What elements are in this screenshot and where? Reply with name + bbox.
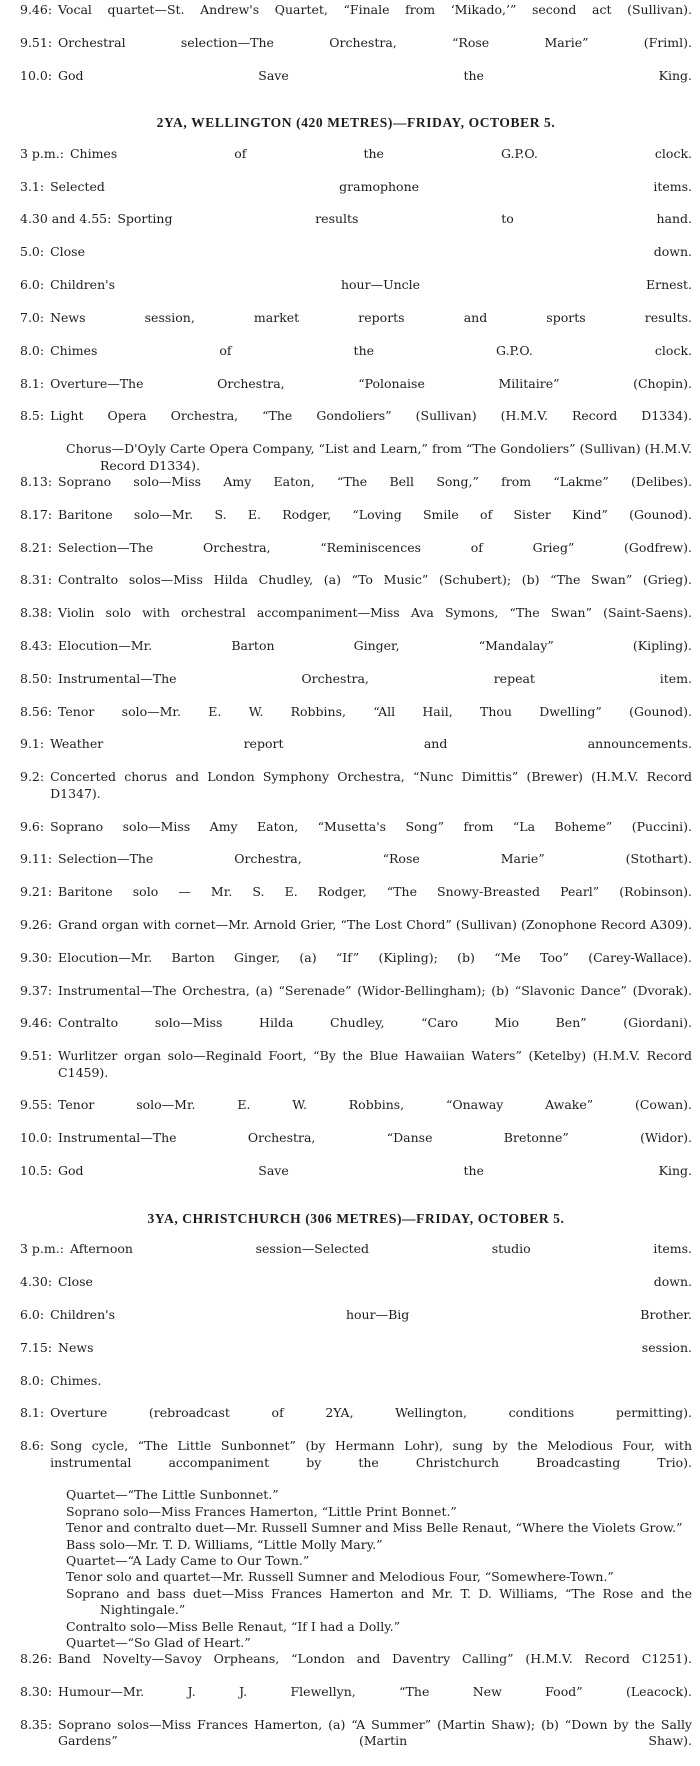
entry-time: 8.56: [20, 703, 53, 719]
program-entry [20, 1405, 692, 1438]
program-entry [20, 146, 692, 179]
program-entry [20, 376, 692, 409]
entry-description: Sporting results to hand. [117, 211, 692, 227]
entry-description: Overture—The Orchestra, “Polonaise Militaire” (Chopin). [50, 375, 692, 391]
entry-time: 8.1: [20, 1405, 45, 1421]
entry-description: Elocution—Mr. Barton Ginger, (a) “If” (Kipling); (b) “Me Too” (Carey-Wallace). [58, 949, 692, 965]
entry-description: Selected gramophone items. [50, 178, 692, 194]
entry-description: God Save the King. [58, 67, 692, 83]
sub-item: Soprano solo—Miss Frances Hamerton, “Little Print Bonnet.” [66, 1503, 457, 1519]
entry-description: Selection—The Orchestra, “Reminiscences of Grieg” (Godfrew). [58, 539, 692, 555]
program-entry [20, 310, 692, 343]
sub-item: Soprano and bass duet—Miss Frances Hamerton and Mr. T. D. Williams, “The Rose and the Nightingale.” [66, 1585, 692, 1618]
top-section [20, 2, 692, 100]
sub-item: Bass solo—Mr. T. D. Williams, “Little Molly Mary.” [66, 1536, 383, 1552]
entry-description: Children's hour—Big Brother. [50, 1306, 692, 1322]
wellington-section [20, 146, 692, 1196]
entry-description: Selection—The Orchestra, “Rose Marie” (Stothart). [58, 851, 692, 867]
entry-time: 3 p.m.: [20, 1241, 64, 1257]
entry-description: Wurlitzer organ solo—Reginald Foort, “By the Blue Hawaiian Waters” (Ketelby) (H.M.V. Record C1459). [58, 1048, 692, 1080]
entry-time: 4.30 and 4.55: [20, 211, 112, 227]
entry-time: 8.17: [20, 506, 53, 522]
program-entry [20, 884, 692, 917]
entry-time: 8.0: [20, 342, 45, 358]
entry-time: 8.50: [20, 670, 53, 686]
entry-description: Instrumental—The Orchestra, (a) “Serenade” (Widor-Bellingham); (b) “Slavonic Dance” (Dvorak). [58, 982, 692, 998]
program-entry [20, 2, 692, 35]
entry-description: Baritone solo—Mr. S. E. Rodger, “Loving Smile of Sister Kind” (Gounod). [58, 506, 692, 522]
program-entry [20, 605, 692, 638]
entry-time: 10.0: [20, 1130, 53, 1146]
program-entry [20, 1163, 692, 1196]
program-entry [20, 68, 692, 101]
program-entry [20, 343, 692, 376]
program-entry [20, 638, 692, 671]
entry-description: Soprano solo—Miss Amy Eaton, “The Bell Song,” from “Lakme” (Delibes). [58, 473, 692, 489]
entry-time: 8.1: [20, 375, 45, 391]
entry-description: Instrumental—The Orchestra, repeat item. [58, 670, 692, 686]
entry-time: 6.0: [20, 1306, 45, 1322]
sub-item: Quartet—“The Little Sunbonnet.” [66, 1487, 279, 1503]
entry-description: Vocal quartet—St. Andrew's Quartet, “Finale from ‘Mikado,’” second act (Sullivan). [58, 2, 692, 17]
entry-description: Humour—Mr. J. J. Flewellyn, “The New Food” (Leacock). [58, 1684, 692, 1700]
entry-time: 9.55: [20, 1097, 53, 1113]
sub-item: Tenor and contralto duet—Mr. Russell Sumner and Miss Belle Renaut, “Where the Violets Grow.” [66, 1520, 683, 1536]
entry-description: Grand organ with cornet—Mr. Arnold Grier, “The Lost Chord” (Sullivan) (Zonophone Record A309). [58, 916, 692, 932]
entry-time: 4.30: [20, 1274, 53, 1290]
entry-time: 8.21: [20, 539, 53, 555]
entry-time: 8.26: [20, 1651, 53, 1667]
program-entry [20, 1684, 692, 1717]
program-entry [20, 1438, 692, 1487]
entry-time: 9.30: [20, 949, 53, 965]
program-entry [20, 1130, 692, 1163]
entry-time: 6.0: [20, 277, 45, 293]
entry-description: Close down. [58, 1274, 692, 1290]
entry-time: 9.21: [20, 884, 53, 900]
entry-description: Tenor solo—Mr. E. W. Robbins, “All Hail, Thou Dwelling” (Gounod). [58, 703, 692, 719]
entry-description: Overture (rebroadcast of 2YA, Wellington, conditions permitting). [50, 1405, 692, 1421]
sub-item: Tenor solo and quartet—Mr. Russell Sumner and Melodious Four, “Somewhere-Town.” [66, 1569, 614, 1585]
entry-time: 9.6: [20, 818, 45, 834]
entry-time: 8.5: [20, 408, 45, 424]
entry-description: Chimes of the G.P.O. clock. [69, 145, 692, 161]
entry-time: 8.13: [20, 473, 53, 489]
program-entry [20, 736, 692, 769]
entry-description: God Save the King. [58, 1163, 692, 1179]
entry-description: News session. [58, 1339, 692, 1355]
program-entry [20, 1274, 692, 1307]
program-entry [20, 179, 692, 212]
program-entry [20, 1717, 692, 1766]
entry-time: 10.5: [20, 1163, 53, 1179]
entry-description: Band Novelty—Savoy Orpheans, “London and Daventry Calling” (H.M.V. Record C1251). [58, 1651, 692, 1667]
entry-description: Light Opera Orchestra, “The Gondoliers” (Sullivan) (H.M.V. Record D1334). [50, 408, 692, 424]
program-entry [20, 277, 692, 310]
entry-description: Weather report and announcements. [50, 736, 692, 752]
entry-time: 9.2: [20, 769, 45, 785]
program-entry [20, 851, 692, 884]
entry-time: 7.0: [20, 309, 45, 325]
entry-time: 9.26: [20, 916, 53, 932]
entry-time: 5.0: [20, 244, 45, 260]
entry-time: 3 p.m.: [20, 145, 64, 161]
sub-item: Contralto solo—Miss Belle Renaut, “If I had a Dolly.” [66, 1618, 401, 1634]
entry-description: Tenor solo—Mr. E. W. Robbins, “Onaway Awake” (Cowan). [58, 1097, 692, 1113]
sub-item: Quartet—“So Glad of Heart.” [66, 1635, 251, 1650]
christchurch-section [20, 1241, 692, 1766]
wellington-heading: 2YA, WELLINGTON (420 METRES)—FRIDAY, OCTOBER 5. [156, 115, 556, 131]
entry-time: 3.1: [20, 178, 45, 194]
program-entry [20, 1373, 692, 1406]
entry-time: 10.0: [20, 67, 53, 83]
entry-time: 8.35: [20, 1717, 53, 1733]
entry-description: Chimes of the G.P.O. clock. [50, 342, 692, 358]
entry-time: 8.43: [20, 638, 53, 654]
entry-time: 8.30: [20, 1684, 53, 1700]
entry-time: 8.0: [20, 1372, 45, 1388]
entry-description: Baritone solo — Mr. S. E. Rodger, “The Snowy-Breasted Pearl” (Robinson). [58, 884, 692, 900]
entry-time: 7.15: [20, 1339, 53, 1355]
entry-time: 9.37: [20, 982, 53, 998]
entry-time: 9.51: [20, 1048, 53, 1064]
entry-time: 9.1: [20, 736, 45, 752]
entry-description: Contralto solo—Miss Hilda Chudley, “Caro Mio Ben” (Giordani). [58, 1015, 692, 1031]
program-entry [20, 769, 692, 818]
program-entry [20, 1307, 692, 1340]
program-entry [20, 35, 692, 68]
entry-description: Contralto solos—Miss Hilda Chudley, (a) “To Music” (Schubert); (b) “The Swan” (Grieg). [58, 572, 692, 588]
program-entry [20, 408, 692, 441]
entry-description: Close down. [50, 244, 692, 260]
sub-item: Quartet—“A Lady Came to Our Town.” [66, 1552, 310, 1568]
program-entry [20, 671, 692, 704]
program-entry [20, 474, 692, 507]
program-entry [20, 1651, 692, 1684]
program-entry [20, 917, 692, 950]
entry-description: Orchestral selection—The Orchestra, “Rose Marie” (Friml). [58, 34, 692, 50]
program-entry [20, 244, 692, 277]
program-entry [20, 572, 692, 605]
entry-time: 9.11: [20, 851, 53, 867]
program-entry [20, 819, 692, 852]
program-entry [20, 211, 692, 244]
entry-description: Chimes. [50, 1372, 102, 1388]
program-entry [20, 1241, 692, 1274]
program-entry [20, 507, 692, 540]
entry-description: Concerted chorus and London Symphony Orchestra, “Nunc Dimittis” (Brewer) (H.M.V. Record D1347). [50, 769, 692, 801]
entry-time: 9.46: [20, 1015, 53, 1031]
entry-time: 8.31: [20, 572, 53, 588]
program-entry [20, 983, 692, 1016]
program-entry [20, 1340, 692, 1373]
entry-description: Children's hour—Uncle Ernest. [50, 277, 692, 293]
program-entry [20, 1048, 692, 1097]
entry-description: Elocution—Mr. Barton Ginger, “Mandalay” (Kipling). [58, 638, 692, 654]
entry-description: Soprano solos—Miss Frances Hamerton, (a) “A Summer” (Martin Shaw); (b) “Down by the Sally Gardens” (Martin Shaw). [58, 1717, 692, 1749]
program-entry [20, 1097, 692, 1130]
entry-time: 9.46: [20, 2, 53, 17]
program-entry [20, 1015, 692, 1048]
program-entry [20, 950, 692, 983]
entry-time: 8.38: [20, 605, 53, 621]
program-entry [20, 540, 692, 573]
sub-item: Chorus—D'Oyly Carte Opera Company, “List and Learn,” from “The Gondoliers” (Sullivan) (H.M.V. Record D1334). [66, 441, 692, 473]
christchurch-heading: 3YA, CHRISTCHURCH (306 METRES)—FRIDAY, OCTOBER 5. [147, 1210, 565, 1226]
entry-description: Violin solo with orchestral accompaniment—Miss Ava Symons, “The Swan” (Saint-Saens). [58, 605, 692, 621]
entry-description: Instrumental—The Orchestra, “Danse Bretonne” (Widor). [58, 1130, 692, 1146]
entry-description: Soprano solo—Miss Amy Eaton, “Musetta's Song” from “La Boheme” (Puccini). [50, 818, 692, 834]
program-entry [20, 704, 692, 737]
entry-time: 9.51: [20, 34, 53, 50]
entry-description: News session, market reports and sports results. [50, 309, 692, 325]
entry-time: 8.6: [20, 1438, 45, 1454]
entry-description: Afternoon session—Selected studio items. [69, 1241, 692, 1257]
entry-description: Song cycle, “The Little Sunbonnet” (by Hermann Lohr), sung by the Melodious Four, with instrumental accompaniment by the Christchurch Broadcasting Trio). [50, 1438, 692, 1470]
